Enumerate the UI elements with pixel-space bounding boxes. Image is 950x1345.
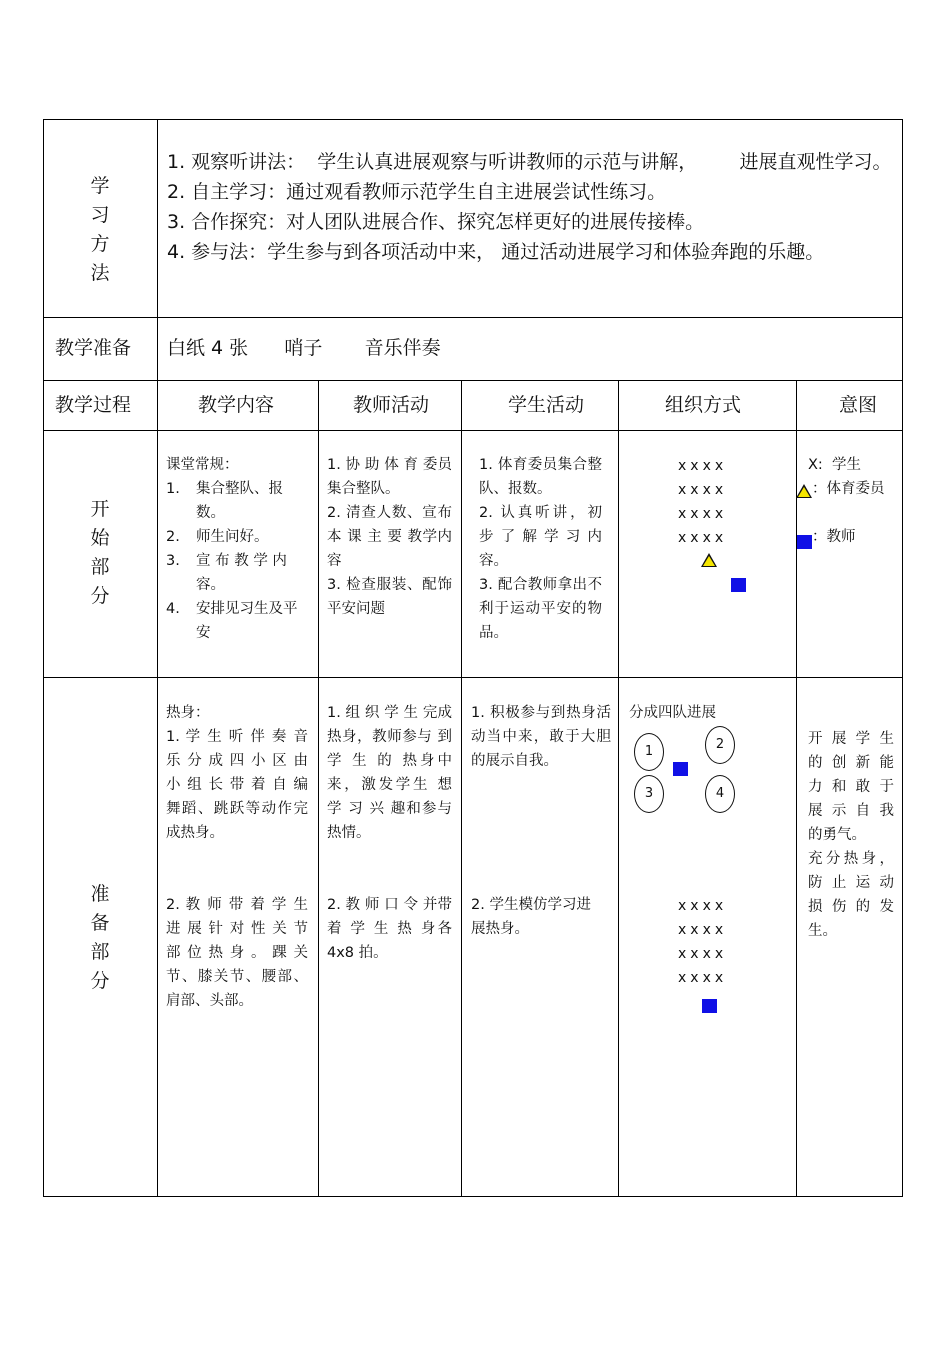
header-student: 学生活动 bbox=[508, 394, 585, 416]
warm-content-1: 热身： 1. 学 生 听 伴 奏 音乐 分 成 四 小 区 由小 组 长 带 着 自 编舞蹈、跳跃等动作完成热身。 bbox=[166, 705, 308, 841]
formation-row: xxxx bbox=[678, 482, 728, 498]
start-student bbox=[479, 453, 602, 645]
warm-student-2: 2. 学生模仿学习进展热身。 bbox=[471, 897, 591, 937]
monitor-triangle-icon bbox=[701, 553, 717, 567]
start-content bbox=[166, 453, 311, 645]
row-divider bbox=[43, 380, 903, 381]
warm-teacher-1: 1. 组 织 学 生 完成热身，教师参与 到 学 生 的 热身中来，激发学生 想 学 习 兴 趣和参与热情。 bbox=[327, 705, 452, 841]
teacher-square-icon bbox=[731, 578, 746, 592]
group-circle-3: 3 bbox=[634, 775, 664, 813]
warm-org-title: 分成四队进展 bbox=[629, 705, 716, 721]
formation-row: xxxx bbox=[678, 898, 728, 914]
legend-square-icon bbox=[797, 535, 812, 549]
legend-student: X: 学生 bbox=[808, 457, 862, 473]
col-divider bbox=[318, 380, 319, 1197]
teacher-square-icon bbox=[702, 999, 717, 1013]
student-item: 3. 配合教师拿出不利于运动平安的物品。 bbox=[479, 577, 602, 641]
prep-items: 白纸 4 张 哨子 音乐伴奏 bbox=[167, 337, 441, 359]
group-circle-2: 2 bbox=[705, 726, 735, 764]
col-divider bbox=[618, 380, 619, 1197]
start-teacher bbox=[327, 453, 452, 621]
row-divider bbox=[43, 317, 903, 318]
warm-student-1: 1. 积极参与到热身活动当中来，敢于大胆的展示自我。 bbox=[471, 705, 611, 769]
start-formation bbox=[678, 454, 727, 550]
method-item: 2. 自主学习：通过观看教师示范学生自主进展尝试性练习。 bbox=[167, 181, 667, 203]
teacher-square-icon bbox=[673, 762, 688, 776]
header-purpose: 意图 bbox=[839, 394, 878, 416]
list-item: 1. 集合整队、报数。 bbox=[166, 481, 283, 521]
method-label: 学 习 方 法 bbox=[90, 175, 110, 284]
table-right-border bbox=[902, 119, 903, 1197]
warm-purpose: 开 展 学 生的 创 新 能力 和 敢 于展 示 自 我的勇气。 充分热身，防 止 运 动损 伤 的 发生。 bbox=[808, 731, 894, 939]
student-item: 1. 体育委员集合整队、报数。 bbox=[479, 457, 602, 497]
header-teacher: 教师活动 bbox=[353, 394, 430, 416]
student-item: 2. 认真听讲，初 步 了 解 学 习 内容。 bbox=[479, 505, 602, 569]
formation-row: xxxx bbox=[678, 458, 728, 474]
warm-content-2: 2. 教 师 带 着 学 生进 展 针 对 性 关 节部 位 热 身 。 踝 关节、膝关节、腰部、肩部、头部。 bbox=[166, 897, 308, 1009]
group-circle-1: 1 bbox=[634, 733, 664, 771]
header-content: 教学内容 bbox=[198, 394, 275, 416]
table-bottom-border bbox=[43, 1196, 903, 1197]
col-divider bbox=[157, 119, 158, 1197]
start-content-title: 课堂常规： bbox=[166, 457, 239, 473]
legend-triangle-icon bbox=[796, 484, 812, 498]
row-divider bbox=[43, 677, 903, 678]
teacher-item: 2. 清查人数、宣布 本 课 主 要 教学内容 bbox=[327, 505, 452, 569]
col-divider bbox=[461, 380, 462, 1197]
list-item: 3. 宣 布 教 学 内容。 bbox=[166, 553, 287, 593]
table-top-border bbox=[43, 119, 903, 120]
prep-label: 教学准备 bbox=[55, 337, 132, 359]
group-circle-4: 4 bbox=[705, 775, 735, 813]
legend-monitor: ：体育委员 bbox=[812, 481, 885, 497]
formation-row: xxxx bbox=[678, 946, 728, 962]
col-divider bbox=[796, 380, 797, 1197]
table-left-border bbox=[43, 119, 44, 1197]
formation-row: xxxx bbox=[678, 506, 728, 522]
method-item: 4. 参与法：学生参与到各项活动中来， 通过活动进展学习和体验奔跑的乐趣。 bbox=[167, 241, 825, 263]
legend-teacher: ：教师 bbox=[812, 529, 856, 545]
list-item: 2. 师生问好。 bbox=[166, 529, 269, 545]
teacher-item: 1. 协 助 体 育 委员集合整队。 bbox=[327, 457, 452, 497]
method-list bbox=[167, 147, 895, 267]
formation-row: xxxx bbox=[678, 922, 728, 938]
warm-teacher-2: 2. 教 师 口 令 并带 着 学 生 热 身各 4x8 拍。 bbox=[327, 897, 452, 961]
header-process: 教学过程 bbox=[55, 394, 132, 416]
list-item: 4. 安排见习生及平安 bbox=[166, 601, 298, 641]
method-item: 1. 观察听讲法： 学生认真进展观察与听讲教师的示范与讲解， 进展直观性学习。 bbox=[167, 151, 892, 173]
formation-row: xxxx bbox=[678, 530, 728, 546]
method-item: 3. 合作探究：对人团队进展合作、探究怎样更好的进展传接棒。 bbox=[167, 211, 705, 233]
start-label: 开 始 部 分 bbox=[90, 498, 110, 607]
formation-row: xxxx bbox=[678, 970, 728, 986]
warm-label: 准 备 部 分 bbox=[90, 883, 110, 992]
header-organization: 组织方式 bbox=[665, 394, 742, 416]
warm-formation bbox=[678, 894, 727, 990]
row-divider bbox=[43, 430, 903, 431]
teacher-item: 3. 检查服装、配饰平安问题 bbox=[327, 577, 452, 617]
